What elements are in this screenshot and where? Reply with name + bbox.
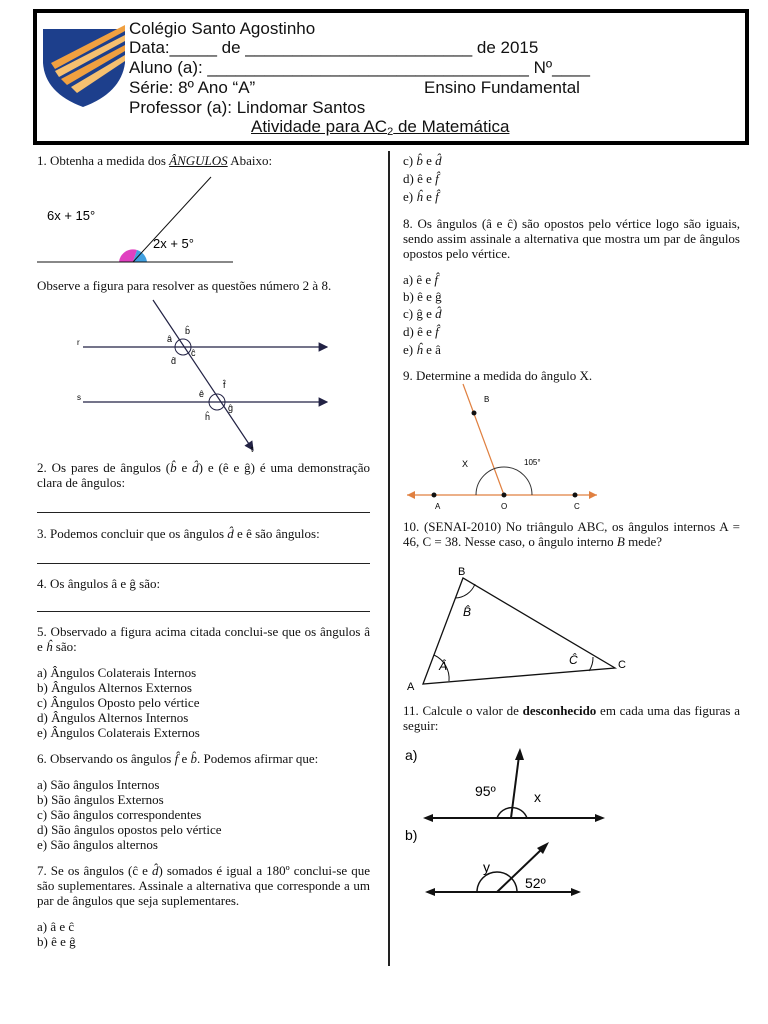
question-1: 1. Obtenha a medida dos ÂNGULOS Abaixo: xyxy=(37,153,273,168)
q6-option-d[interactable]: d) São ângulos opostos pelo vértice xyxy=(37,822,222,837)
answer-line-3[interactable] xyxy=(37,563,370,564)
figure-triangle-abc xyxy=(403,564,740,696)
figure-parallel-lines xyxy=(37,298,370,458)
question-3: 3. Podemos concluir que os ângulos d̂ e ê são ângulos: xyxy=(37,526,320,541)
student-line: Aluno (a): __________________________________ Nº____ xyxy=(129,58,590,77)
q7-option-a[interactable]: a) â e ĉ xyxy=(37,919,75,934)
svg-text:b̂: b̂ xyxy=(185,326,191,336)
question-8: 8. Os ângulos (â e ĉ) são opostos pelo vértice logo são iguais, sendo assim assinale a alternativa que mostra um par de ângulos opostos pelo vértice. xyxy=(403,216,740,261)
q7-option-c[interactable]: c) b̂ e d̂ xyxy=(403,153,442,168)
q7-option-e[interactable]: e) ĥ e f̂ xyxy=(403,189,439,204)
answer-line-4[interactable] xyxy=(37,611,370,612)
q7-option-d[interactable]: d) ê e f̂ xyxy=(403,171,439,186)
q6-option-b[interactable]: b) São ângulos Externos xyxy=(37,792,164,807)
grade-line: Série: 8º Ano “A” xyxy=(129,78,256,97)
question-4: 4. Os ângulos â e ĝ são: xyxy=(37,576,161,591)
answer-line-2[interactable] xyxy=(37,512,370,513)
question-9: 9. Determine a medida do ângulo X. xyxy=(403,368,593,383)
svg-text:Ĉ: Ĉ xyxy=(569,653,578,667)
q5-option-b[interactable]: b) Ângulos Alternos Externos xyxy=(37,680,192,695)
level-line: Ensino Fundamental xyxy=(424,78,580,97)
q5-option-d[interactable]: d) Ângulos Alternos Internos xyxy=(37,710,189,725)
school-name: Colégio Santo Agostinho xyxy=(129,19,316,38)
observe-note: Observe a figura para resolver as questões número 2 à 8. xyxy=(37,278,332,293)
svg-text:ê: ê xyxy=(199,389,205,399)
column-divider xyxy=(388,151,390,966)
activity-title: Atividade para $AC_2$ de Matemática xyxy=(251,117,510,138)
svg-text:B: B xyxy=(484,395,490,404)
svg-text:X: X xyxy=(462,459,469,469)
figure-unknown-angles xyxy=(403,744,740,910)
q6-option-e[interactable]: e) São ângulos alternos xyxy=(37,837,158,852)
question-2: 2. Os pares de ângulos (b̂ e d̂) e (ê e ĝ) é uma demonstração clara de ângulos: xyxy=(37,460,370,490)
svg-text:t: t xyxy=(251,445,254,454)
header-box xyxy=(33,9,749,145)
school-logo-icon xyxy=(41,23,127,107)
svg-text:52º: 52º xyxy=(525,875,546,891)
q8-option-e[interactable]: e) ĥ e â xyxy=(403,342,441,357)
svg-text:B̂: B̂ xyxy=(463,605,472,619)
svg-text:C: C xyxy=(574,502,580,511)
svg-text:95º: 95º xyxy=(475,783,496,799)
q5-option-c[interactable]: c) Ângulos Oposto pelo vértice xyxy=(37,695,200,710)
svg-text:d̂: d̂ xyxy=(171,356,177,366)
figure-angles-q1 xyxy=(37,172,370,264)
svg-text:ĥ: ĥ xyxy=(205,412,211,422)
svg-text:ĉ: ĉ xyxy=(191,348,196,358)
svg-text:105°: 105° xyxy=(524,458,541,467)
figure-angle-x xyxy=(403,382,740,516)
angle-label-b: 2x + 5° xyxy=(153,236,194,251)
svg-text:A: A xyxy=(435,502,441,511)
date-line: Data:_____ de ________________________ de 2015 xyxy=(129,38,539,57)
svg-text:â: â xyxy=(167,334,173,344)
q8-option-b[interactable]: b) ê e ĝ xyxy=(403,289,442,304)
question-5: 5. Observado a figura acima citada conclui-se que os ângulos â e ĥ são: xyxy=(37,624,370,654)
svg-text:f̂: f̂ xyxy=(223,380,226,390)
q5-option-a[interactable]: a) Ângulos Colaterais Internos xyxy=(37,665,197,680)
teacher-line: Professor (a): Lindomar Santos xyxy=(129,98,366,117)
svg-text:C: C xyxy=(618,659,626,671)
question-11: 11. Calcule o valor de desconhecido em cada uma das figuras a seguir: xyxy=(403,703,740,733)
question-10: 10. (SENAI-2010) No triângulo ABC, os ângulos internos A = 46, C = 38. Nesse caso, o ângulo interno B mede? xyxy=(403,519,740,549)
fig-a-label: a) xyxy=(405,747,418,763)
svg-text:Â: Â xyxy=(439,659,448,673)
svg-text:B: B xyxy=(458,566,466,578)
angle-label-a: 6x + 15° xyxy=(47,208,96,223)
question-6: 6. Observando os ângulos f̂ e b̂. Podemos afirmar que: xyxy=(37,751,319,766)
q8-option-c[interactable]: c) ĝ e d̂ xyxy=(403,306,442,321)
q6-option-a[interactable]: a) São ângulos Internos xyxy=(37,777,160,792)
q8-option-d[interactable]: d) ê e f̂ xyxy=(403,324,439,339)
svg-text:r: r xyxy=(77,338,80,347)
svg-text:s: s xyxy=(77,393,81,402)
svg-text:x: x xyxy=(534,789,541,805)
fig-b-label: b) xyxy=(405,827,418,843)
question-7: 7. Se os ângulos (ĉ e d̂) somados é igual a 180º conclui-se que são suplementares. Assinale a alternativa que corresponde a um par de ângulos que seja suplementares. xyxy=(37,863,370,908)
svg-text:ĝ: ĝ xyxy=(228,403,234,413)
svg-text:O: O xyxy=(501,502,508,511)
svg-text:y: y xyxy=(483,859,490,875)
q6-option-c[interactable]: c) São ângulos correspondentes xyxy=(37,807,202,822)
svg-text:A: A xyxy=(407,681,415,693)
q8-option-a[interactable]: a) ê e f̂ xyxy=(403,272,439,287)
q5-option-e[interactable]: e) Ângulos Colaterais Externos xyxy=(37,725,200,740)
q7-option-b[interactable]: b) ê e ĝ xyxy=(37,934,76,949)
